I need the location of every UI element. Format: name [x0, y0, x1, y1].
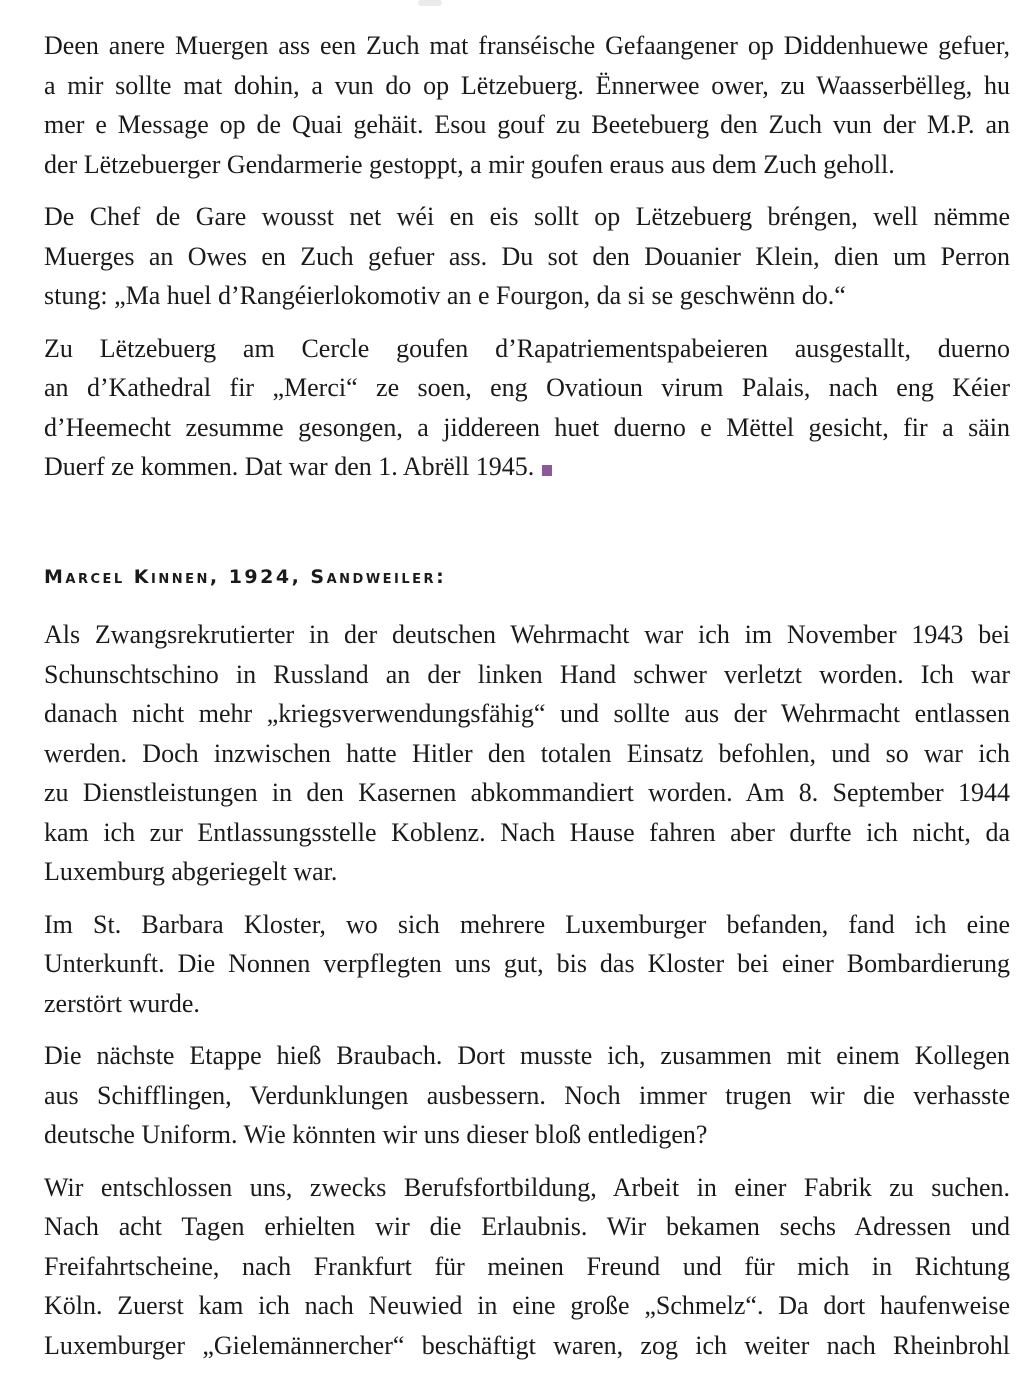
text-line [44, 1286, 1010, 1326]
text-line [44, 813, 1010, 853]
end-of-article-mark-icon [542, 465, 552, 476]
line-text: Nach acht Tagen erhielten wir die Erlaubnis. Wir bekamen sechs Adressen und [44, 1212, 1010, 1241]
line-text: kam ich zur Entlassungsstelle Koblenz. Nach Hause fahren aber durfte ich nicht, da [44, 817, 1010, 847]
text-line [44, 26, 1010, 66]
text-line [44, 773, 1010, 813]
line-text: Freifahrtscheine, nach Frankfurt für meinen Freund und für mich in Richtung [44, 1251, 1010, 1281]
text-line [44, 694, 1010, 734]
paragraph [44, 1036, 1010, 1155]
text-line [44, 197, 1010, 237]
line-text: Muerges an Owes en Zuch gefuer ass. Du sot den Douanier Klein, dien um Perron [44, 241, 1010, 271]
paragraph [44, 1168, 1010, 1366]
text-line [44, 734, 1010, 774]
text-line [44, 447, 1010, 487]
line-text: Unterkunft. Die Nonnen verpflegten uns gut, bis das Kloster bei einer Bombardierung [44, 949, 1010, 978]
paragraph [44, 197, 1010, 316]
line-text: Zu Lëtzebuerg am Cercle goufen d’Rapatriementspabeieren ausgestallt, duerno [44, 333, 1010, 363]
line-text: Im St. Barbara Kloster, wo sich mehrere Luxemburger befanden, fand ich eine [44, 909, 1010, 939]
line-text: d’Heemecht zesumme gesongen, a jiddereen huet duerno e Mëttel gesicht, fir a säin [44, 412, 1010, 442]
section-2-heading: Marcel Kinnen, 1924, Sandweiler: [44, 566, 447, 588]
text-line [44, 1115, 1010, 1155]
line-text: Köln. Zuerst kam ich nach Neuwied in eine große „Schmelz“. Da dort haufenweise [44, 1291, 1010, 1320]
paragraph [44, 615, 1010, 892]
text-line [44, 984, 1010, 1024]
line-text: zu Dienstleistungen in den Kasernen abkommandiert worden. Am 8. September 1944 [44, 778, 1010, 807]
line-text: danach nicht mehr „kriegsverwendungsfähig“ und sollte aus der Wehrmacht entlassen [44, 699, 1010, 728]
line-text: der Lëtzebuerger Gendarmerie gestoppt, a mir goufen eraus aus dem Zuch geholl. [44, 149, 895, 179]
line-text: Duerf ze kommen. Dat war den 1. Abrëll 1945. [44, 452, 535, 481]
line-text: stung: „Ma huel d’Rangéierlokomotiv an e Fourgon, da si se geschwënn do.“ [44, 281, 846, 310]
paragraph [44, 26, 1010, 184]
line-text: werden. Doch inzwischen hatte Hitler den totalen Einsatz befohlen, und so war ich [44, 738, 1010, 768]
text-line [44, 1076, 1010, 1116]
text-line [44, 905, 1010, 945]
line-text: Luxemburg abgeriegelt war. [44, 857, 338, 886]
line-text: Schunschtschino in Russland an der linken Hand schwer verletzt worden. Ich war [44, 659, 1010, 689]
text-line [44, 105, 1010, 145]
line-text: aus Schifflingen, Verdunklungen ausbessern. Noch immer trugen wir die verhasste [44, 1080, 1010, 1110]
text-line [44, 1168, 1010, 1208]
section-2-text [44, 615, 1010, 1378]
text-line [44, 1247, 1010, 1287]
text-line [44, 1036, 1010, 1076]
text-line [44, 615, 1010, 655]
line-text: De Chef de Gare wousst net wéi en eis sollt op Lëtzebuerg bréngen, well nëmme [44, 202, 1010, 231]
section-1-text [44, 26, 1010, 500]
line-text: Wir entschlossen uns, zwecks Berufsfortbildung, Arbeit in einer Fabrik zu suchen. [44, 1172, 1010, 1202]
text-line [44, 408, 1010, 448]
line-text: deutsche Uniform. Wie könnten wir uns dieser bloß entledigen? [44, 1120, 708, 1149]
paragraph [44, 329, 1010, 487]
line-text: Die nächste Etappe hieß Braubach. Dort musste ich, zusammen mit einem Kollegen [44, 1041, 1010, 1070]
text-line [44, 237, 1010, 277]
text-line [44, 66, 1010, 106]
line-text: a mir sollte mat dohin, a vun do op Lëtzebuerg. Ënnerwee ower, zu Waasserbëlleg, hu [44, 70, 1010, 100]
line-text: Luxemburger „Gielemännercher“ beschäftigt waren, zog ich weiter nach Rheinbrohl [44, 1330, 1010, 1360]
text-line [44, 145, 1010, 185]
paragraph [44, 905, 1010, 1024]
line-text: Deen anere Muergen ass een Zuch mat franséische Gefaangener op Diddenhuewe gefuer, [44, 31, 1010, 60]
text-line [44, 276, 1010, 316]
line-text: Als Zwangsrekrutierter in der deutschen Wehrmacht war ich im November 1943 bei [44, 620, 1010, 649]
text-line [44, 852, 1010, 892]
text-line [44, 368, 1010, 408]
line-text: mer e Message op de Quai gehäit. Esou gouf zu Beetebuerg den Zuch vun der M.P. an [44, 110, 1010, 139]
text-line [44, 1326, 1010, 1366]
text-line [44, 655, 1010, 695]
text-line [44, 1207, 1010, 1247]
line-text: zerstört wurde. [44, 988, 200, 1018]
line-text: an d’Kathedral fir „Merci“ ze soen, eng Ovatioun virum Palais, nach eng Kéier [44, 373, 1010, 402]
text-line [44, 329, 1010, 369]
text-line [44, 944, 1010, 984]
scan-smudge [418, 0, 442, 6]
